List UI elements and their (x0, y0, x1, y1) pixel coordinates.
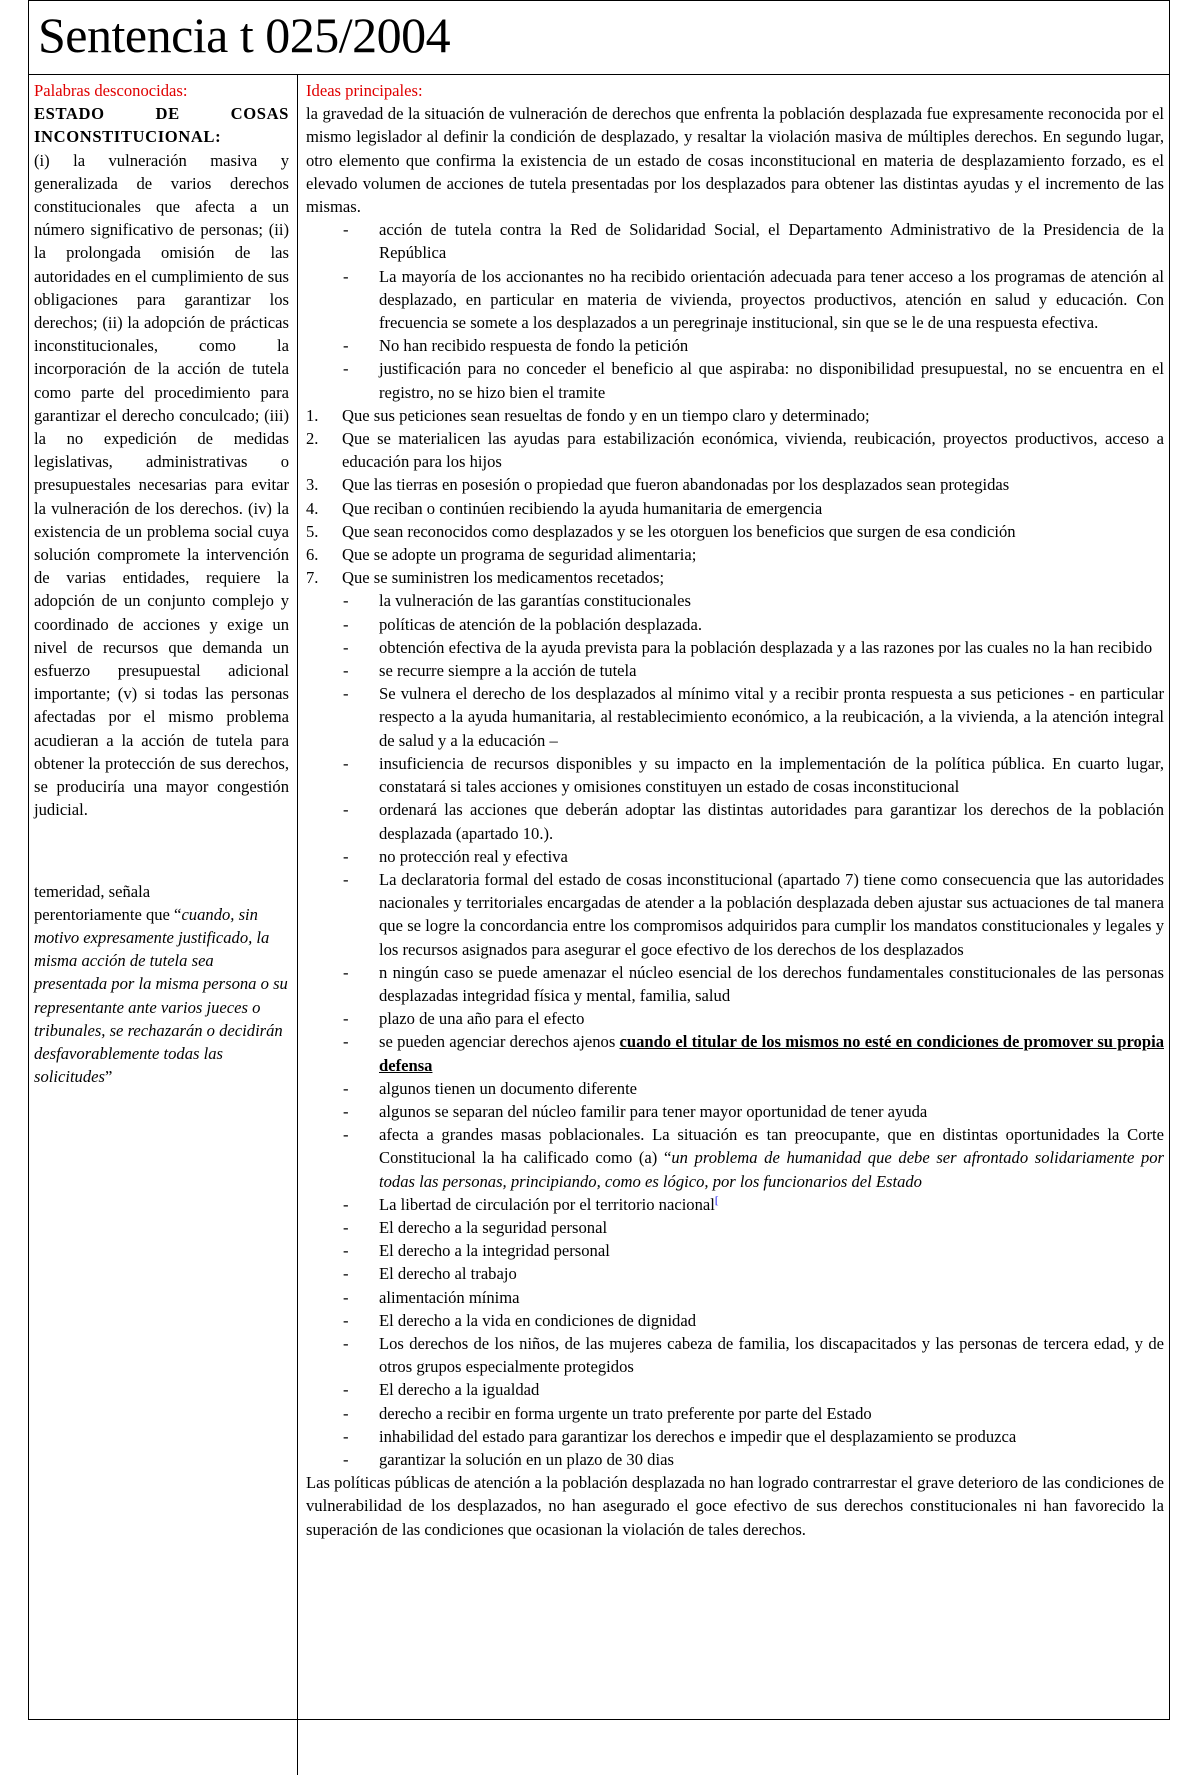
list-item: - garantizar la solución en un plazo de 30 dias (343, 1449, 674, 1469)
numbered-item: 7. Que se suministren los medicamentos recetados; (306, 568, 665, 588)
numbered-item: 1. Que sus peticiones sean resueltas de fondo y en un tiempo claro y determinado; (306, 405, 870, 425)
list-item: - acción de tutela contra la Red de Solidaridad Social, el Departamento Administrativo de la Presidencia de la República (343, 220, 1164, 263)
list-item: - algunos se separan del núcleo familir para tener mayor oportunidad de tener ayuda (343, 1101, 928, 1121)
closing-paragraph: Las políticas públicas de atención a la población desplazada no han logrado contrarrestar el grave deterioro de las condiciones de vulnerabilidad de los desplazados, no han asegurado el goce efectivo de sus derechos constitucionales ni han favorecido la superación de las condiciones que ocasionan la violación de tales derechos. (306, 1473, 1164, 1539)
temeridad-quote: cuando, sin motivo expresamente justificado, la misma acción de tutela sea presentada por la misma persona o su representante ante varios jueces o tribunales, se rechazarán o decidirán desfavorablemente todas las solicitudes (34, 904, 288, 1087)
term-title: ESTADO DE COSAS INCONSTITUCIONAL: (34, 104, 289, 147)
temeridad-intro: perentoriamente que “ (34, 904, 182, 924)
list-item: - plazo de una año para el efecto (343, 1009, 585, 1029)
title-row (28, 0, 1170, 75)
list-item: - El derecho a la integridad personal (343, 1241, 610, 1261)
list-item: - El derecho al trabajo (343, 1264, 517, 1284)
emphasis-text: cuando el titular de los mismos no esté en condiciones de promover su propia defensa (379, 1032, 1164, 1075)
bullet-list-b (306, 589, 1164, 1471)
bullet-list-a (306, 218, 1164, 404)
list-item: - Se vulnera el derecho de los desplazados al mínimo vital y a recibir pronta respuesta a sus peticiones - en particular respecto a la ayuda humanitaria, al restablecimiento económico, a la reubicación, a la vivienda, a la atención integral de salud y a la educación – (343, 684, 1164, 750)
footnote-link[interactable]: [ (714, 1194, 719, 1207)
temeridad-close: ” (104, 1067, 113, 1087)
list-item-libertad: - La libertad de circulación por el territorio nacional[ (343, 1194, 719, 1214)
page-title: Sentencia t 025/2004 (38, 7, 451, 63)
column-divider (297, 75, 298, 1775)
spacer (34, 822, 289, 880)
list-item: - El derecho a la seguridad personal (343, 1217, 608, 1237)
list-item: - alimentación mínima (343, 1287, 520, 1307)
right-column (306, 79, 1164, 1541)
numbered-item: 5. Que sean reconocidos como desplazados y se les otorguen los beneficios que surgen de esa condición (306, 521, 1016, 541)
list-item: - Los derechos de los niños, de las mujeres cabeza de familia, los discapacitados y las personas de tercera edad, y de otros grupos especialmente protegidos (343, 1333, 1164, 1377)
numbered-item: 6. Que se adopte un programa de seguridad alimentaria; (306, 545, 697, 565)
list-item-agenciar: - se pueden agenciar derechos ajenos cuando el titular de los mismos no esté en condiciones de promover su propia defensa (343, 1032, 1164, 1075)
numbered-item: 2. Que se materialicen las ayudas para estabilización económica, vivienda, reubicación, proyectos productivos, acceso a educación para los hijos (306, 429, 1164, 472)
list-item: - justificación para no conceder el beneficio al que aspiraba: no disponibilidad presupuestal, no se encuentra en el registro, no se hizo bien el tramite (343, 359, 1164, 402)
right-heading: Ideas principales: (306, 81, 423, 100)
list-item: - insuficiencia de recursos disponibles y su impacto en la implementación de la política pública. En cuarto lugar, constatará si tales acciones y omisiones constituyen un estado de cosas inconstitucional (343, 753, 1164, 797)
quote-text: un problema de humanidad que debe ser afrontado solidariamente por todas las personas, principiando, como es lógico, por los funcionarios del Estado (379, 1148, 1164, 1191)
term-definition: (i) la vulneración masiva y generalizada de varios derechos constitucionales que afecta a un número significativo de personas; (ii) la prolongada omisión de las autoridades en el cumplimiento de sus obligaciones para garantizar los derechos; (ii) la adopción de prácticas inconstitucionales, como la incorporación de la acción de tutela como parte del procedimiento para garantizar el derecho conculcado; (iii) la no expedición de medidas legislativas, administrativas o presupuestales necesarias para evitar la vulneración de los derechos. (iv) la existencia de un problema social cuya solución compromete la intervención de varias entidades, requiere la adopción de un conjunto complejo y coordinado de acciones y exige un nivel de recursos que demanda un esfuerzo presupuestal adicional importante; (v) si todas las personas afectadas por el mismo problema acudieran a la acción de tutela para obtener la protección de sus derechos, se produciría una mayor congestión judicial. (34, 150, 289, 820)
numbered-list (306, 404, 1164, 590)
intro-paragraph: la gravedad de la situación de vulneración de derechos que enfrenta la población desplazada fue expresamente reconocida por el mismo legislador al definir la condición de desplazado, y resaltar la violación masiva de múltiples derechos. En segundo lugar, otro elemento que confirma la existencia de un estado de cosas inconstitucional en materia de desplazamiento forzado, es el elevado volumen de acciones de tutela presentadas por los desplazados para obtener las distintas ayudas y el incremento de las mismas. (306, 104, 1164, 217)
list-item: - La declaratoria formal del estado de cosas inconstitucional (apartado 7) tiene como consecuencia que las autoridades nacionales y territoriales encargadas de atender a la población desplazada deben ajustar sus actuaciones de tal manera que se logre la concordancia entre los compromisos adquiridos para cumplir los mandatos constitucionales y legales y los recursos asignados para asegurar el goce efectivo de los derechos de los desplazados (343, 869, 1164, 959)
list-item: - No han recibido respuesta de fondo la petición (343, 336, 689, 356)
temeridad-paragraph (34, 903, 289, 1089)
list-item: - políticas de atención de la población desplazada. (343, 614, 702, 634)
numbered-item: 3. Que las tierras en posesión o propiedad que fueron abandonadas por los desplazados sean protegidas (306, 475, 1010, 495)
left-column (34, 79, 289, 1088)
list-item: - ordenará las acciones que deberán adoptar las distintas autoridades para garantizar los derechos de la población desplazada (apartado 10.). (343, 800, 1164, 843)
temeridad-term: temeridad, señala (34, 881, 151, 901)
list-item: - inhabilidad del estado para garantizar los derechos e impedir que el desplazamiento se produzca (343, 1426, 1017, 1446)
list-item: - algunos tienen un documento diferente (343, 1078, 638, 1098)
list-item: - derecho a recibir en forma urgente un trato preferente por parte del Estado (343, 1403, 872, 1423)
list-item: - n ningún caso se puede amenazar el núcleo esencial de los derechos fundamentales constitucionales de las personas desplazadas integridad física y mental, familia, salud (343, 962, 1164, 1005)
list-item: - se recurre siempre a la acción de tutela (343, 661, 637, 681)
numbered-item: 4. Que reciban o continúen recibiendo la ayuda humanitaria de emergencia (306, 498, 823, 518)
list-item: - El derecho a la igualdad (343, 1380, 540, 1400)
list-item: - El derecho a la vida en condiciones de dignidad (343, 1310, 697, 1330)
list-item: - obtención efectiva de la ayuda prevista para la población desplazada y a las razones por las cuales no la han recibido (343, 637, 1153, 657)
list-item-afecta: - afecta a grandes masas poblacionales. La situación es tan preocupante, que en distintas oportunidades la Corte Constitucional la ha calificado como (a) “un problema de humanidad que debe ser afrontado solidariamente por todas las personas, principiando, como es lógico, por los funcionarios del Estado (343, 1125, 1164, 1191)
list-item: - La mayoría de los accionantes no ha recibido orientación adecuada para tener acceso a los programas de atención al desplazado, en particular en materia de vivienda, proyectos productivos, atención en salud y educación. Con frecuencia se somete a los desplazados a un peregrinaje institucional, sin que se le de una respuesta efectiva. (343, 266, 1164, 333)
left-heading: Palabras desconocidas: (34, 81, 188, 100)
list-item: - la vulneración de las garantías constitucionales (343, 591, 691, 611)
list-item: - no protección real y efectiva (343, 846, 568, 866)
